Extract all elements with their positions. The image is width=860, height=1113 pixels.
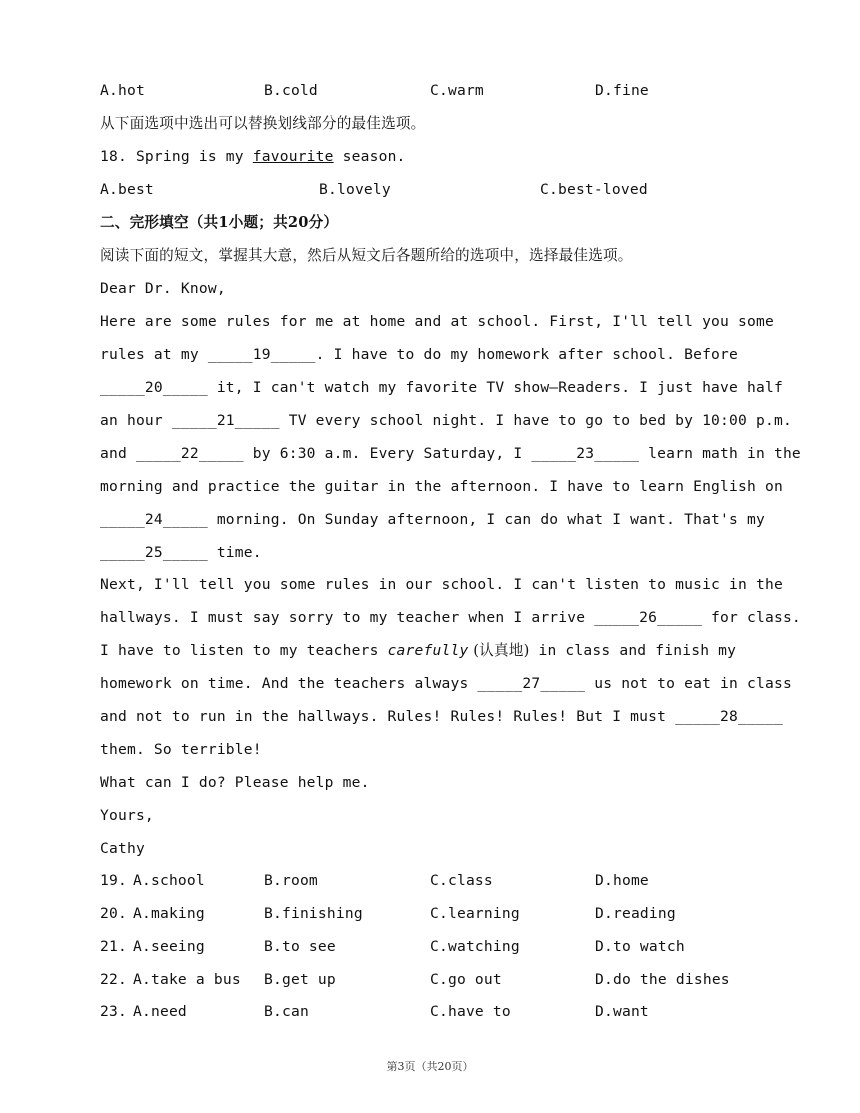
q21-option-d: D.to watch bbox=[595, 938, 685, 955]
page-footer: 第3页（共20页） bbox=[386, 1060, 474, 1073]
q19-option-c: C.class bbox=[430, 872, 493, 889]
section2-title: 二、完形填空（共1小题；共20分） bbox=[100, 214, 339, 231]
question-number: 22. bbox=[100, 971, 127, 988]
q23-option-d: D.want bbox=[595, 1003, 649, 1020]
q18-underlined-word: favourite bbox=[252, 148, 334, 165]
q20-option-c: C.learning bbox=[430, 905, 520, 922]
question-number: 19. bbox=[100, 872, 127, 889]
q17-option-a: A.hot bbox=[100, 82, 145, 99]
passage-line: _____24_____ morning. On Sunday afternoon, I can do what I want. That's my bbox=[100, 511, 765, 528]
italic-word-carefully: carefully bbox=[387, 642, 469, 659]
q17-option-d: D.fine bbox=[595, 82, 649, 99]
passage-line: and not to run in the hallways. Rules! Rules! Rules! But I must _____28_____ bbox=[100, 708, 783, 725]
replace-instruction: 从下面选项中选出可以替换划线部分的最佳选项。 bbox=[100, 115, 426, 132]
q19-option-b: B.room bbox=[264, 872, 318, 889]
passage-line: hallways. I must say sorry to my teacher when I arrive _____26_____ for class. bbox=[100, 609, 801, 626]
q18-suffix: season. bbox=[333, 148, 406, 165]
passage-line: rules at my _____19_____. I have to do my homework after school. Before bbox=[100, 346, 739, 363]
passage-line: morning and practice the guitar in the afternoon. I have to learn English on bbox=[100, 478, 783, 495]
q21-option-a: A.seeing bbox=[133, 938, 205, 955]
q23-option-b: B.can bbox=[264, 1003, 309, 1020]
sign-off: Yours, bbox=[100, 807, 154, 824]
passage-line: an hour _____21_____ TV every school night. I have to go to bed by 10:00 p.m. bbox=[100, 412, 792, 429]
q19-option-d: D.home bbox=[595, 872, 649, 889]
signature: Cathy bbox=[100, 840, 145, 857]
q18-option-b: B.lovely bbox=[319, 181, 391, 198]
q18-prefix: 18. Spring is my bbox=[100, 148, 253, 165]
q21-option-b: B.to see bbox=[264, 938, 336, 955]
q22-option-d: D.do the dishes bbox=[595, 971, 730, 988]
q19-option-a: A.school bbox=[133, 872, 205, 889]
passage-text: in class and finish my bbox=[529, 642, 737, 659]
passage-line: Next, I'll tell you some rules in our school. I can't listen to music in the bbox=[100, 576, 783, 593]
question-number: 23. bbox=[100, 1003, 127, 1020]
passage-line bbox=[100, 641, 736, 661]
q20-option-a: A.making bbox=[133, 905, 205, 922]
letter-greeting: Dear Dr. Know, bbox=[100, 280, 226, 297]
q17-option-c: C.warm bbox=[430, 82, 484, 99]
chinese-gloss: (认真地) bbox=[468, 642, 530, 659]
q17-option-b: B.cold bbox=[264, 82, 318, 99]
question-number: 21. bbox=[100, 938, 127, 955]
question-number: 20. bbox=[100, 905, 127, 922]
passage-line: and _____22_____ by 6:30 a.m. Every Saturday, I _____23_____ learn math in the bbox=[100, 445, 801, 462]
passage-line: _____20_____ it, I can't watch my favorite TV show—Readers. I just have half bbox=[100, 379, 783, 396]
passage-line: Here are some rules for me at home and at school. First, I'll tell you some bbox=[100, 313, 774, 330]
passage-text: I have to listen to my teachers bbox=[100, 642, 388, 659]
q20-option-d: D.reading bbox=[595, 905, 676, 922]
q22-option-c: C.go out bbox=[430, 971, 502, 988]
passage-line: homework on time. And the teachers always _____27_____ us not to eat in class bbox=[100, 675, 792, 692]
q21-option-c: C.watching bbox=[430, 938, 520, 955]
q22-option-a: A.take a bus bbox=[133, 971, 241, 988]
passage-line: _____25_____ time. bbox=[100, 544, 262, 561]
q18-option-a: A.best bbox=[100, 181, 154, 198]
section2-instruction: 阅读下面的短文，掌握其大意，然后从短文后各题所给的选项中，选择最佳选项。 bbox=[100, 247, 633, 264]
q18-stem bbox=[100, 147, 406, 167]
q20-option-b: B.finishing bbox=[264, 905, 363, 922]
closing-question: What can I do? Please help me. bbox=[100, 774, 370, 791]
q22-option-b: B.get up bbox=[264, 971, 336, 988]
q23-option-c: C.have to bbox=[430, 1003, 511, 1020]
passage-line: them. So terrible! bbox=[100, 741, 262, 758]
q23-option-a: A.need bbox=[133, 1003, 187, 1020]
q18-option-c: C.best-loved bbox=[540, 181, 648, 198]
